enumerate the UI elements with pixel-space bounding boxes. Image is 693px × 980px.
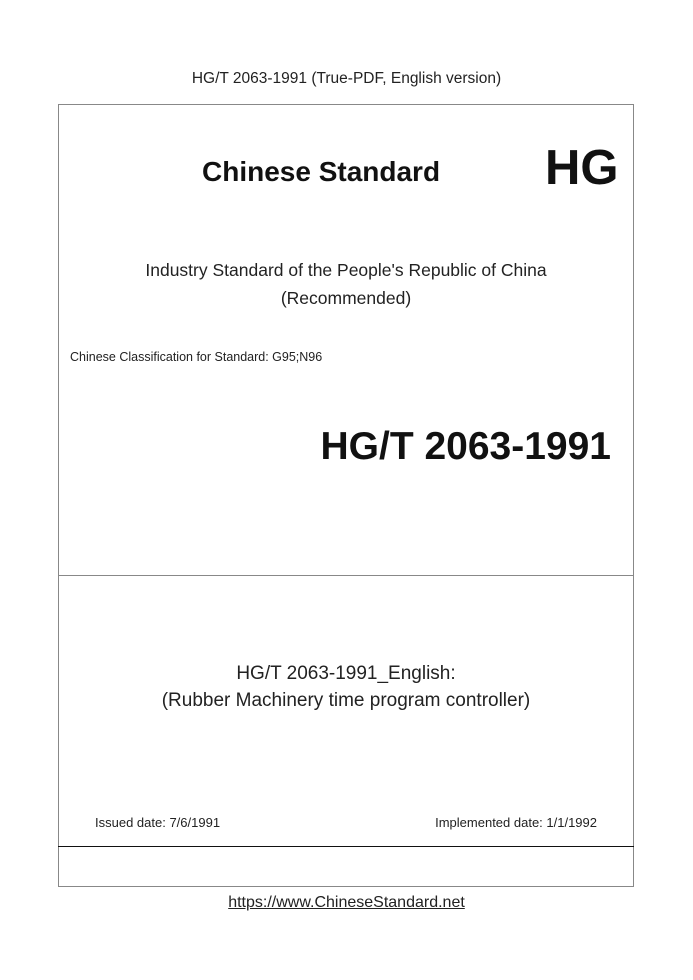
standard-number: HG/T 2063-1991 (320, 425, 611, 468)
implemented-date: Implemented date: 1/1/1992 (435, 815, 597, 830)
section-divider (58, 575, 634, 576)
industry-standard-line: Industry Standard of the People's Republic of China (145, 260, 547, 280)
cover-heading: Chinese Standard (202, 156, 441, 187)
hg-logo: HG (545, 141, 619, 195)
bottom-divider (58, 846, 634, 847)
cover-frame (58, 104, 634, 887)
english-title-subtitle: (Rubber Machinery time program controller) (161, 690, 531, 711)
issued-date: Issued date: 7/6/1991 (95, 815, 221, 830)
website-link[interactable]: https://www.ChineseStandard.net (228, 894, 465, 911)
english-title-line: HG/T 2063-1991_English: (236, 663, 456, 684)
classification-text: Chinese Classification for Standard: G95;N96 (70, 350, 323, 364)
footer (0, 894, 693, 912)
recommended-line: (Recommended) (280, 288, 412, 308)
document-header: HG/T 2063-1991 (True-PDF, English version) (191, 70, 502, 87)
